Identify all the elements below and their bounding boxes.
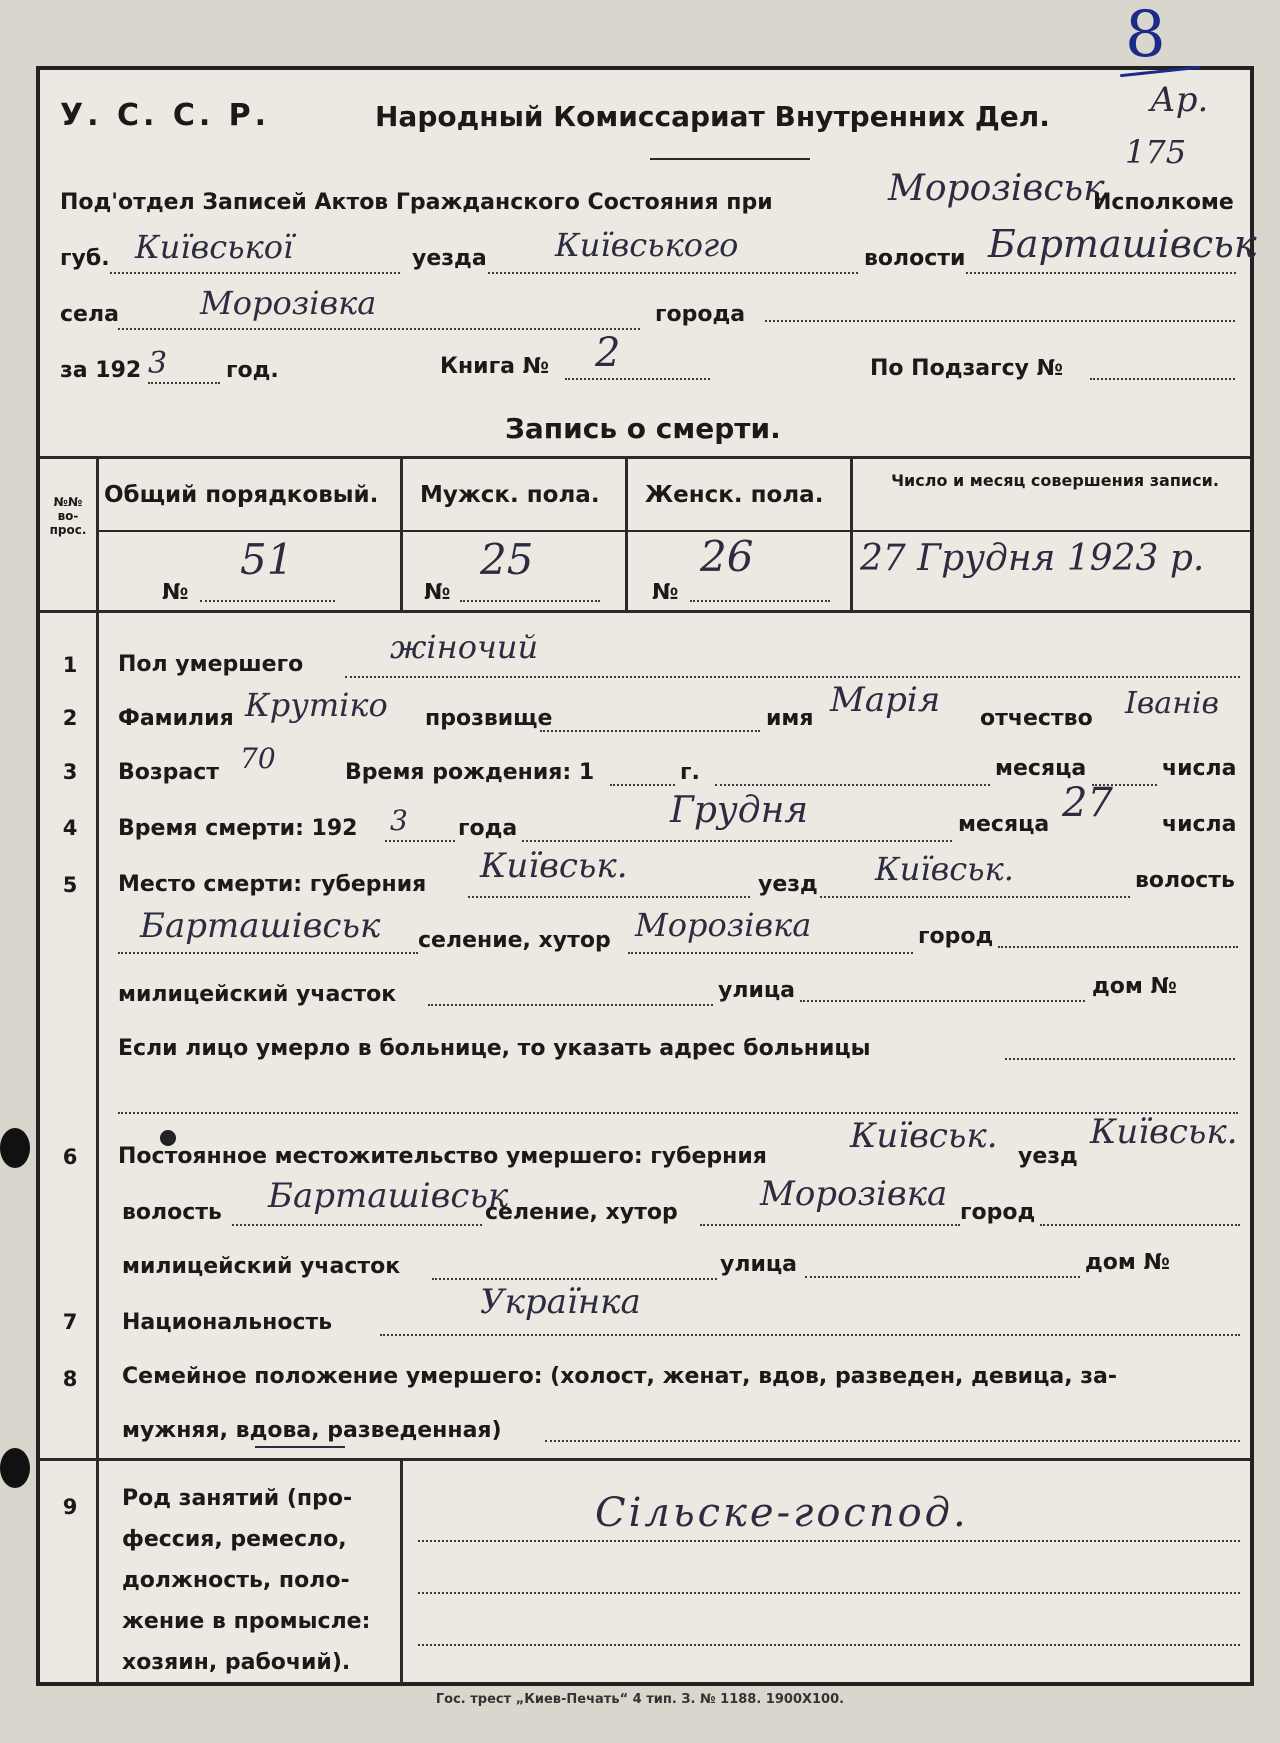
r3-year-line	[610, 784, 675, 786]
r5-gub-value: Київськ.	[480, 846, 628, 886]
rownum-column-rule	[96, 456, 99, 1684]
r5-uezd-value: Київськ.	[875, 850, 1014, 888]
r2-imya-value: Марія	[830, 680, 941, 720]
r6-postoyan-label: Постоянное местожительство умершего: губерния	[118, 1144, 767, 1169]
r1-label: Пол умершего	[118, 652, 304, 677]
archive-mark-top: Ар.	[1150, 80, 1209, 120]
table-top-rule	[40, 456, 1250, 459]
r4-goda-label: года	[458, 816, 518, 841]
r9-line3	[418, 1644, 1240, 1646]
r9-label-line: должность, поло-	[122, 1568, 350, 1593]
r2-familia-value: Крутіко	[245, 686, 388, 724]
row-number: 4	[62, 816, 78, 840]
selo-line	[118, 328, 640, 330]
gub-label: губ.	[60, 246, 110, 271]
r5-selenie-label: селение, хутор	[418, 928, 611, 953]
selo-value: Морозівка	[200, 284, 377, 322]
female-no-value: 26	[700, 532, 754, 581]
r5-volost-line	[118, 952, 418, 954]
r2-imya-label: имя	[766, 706, 814, 731]
col-female-header: Женск. пола.	[645, 482, 824, 508]
general-no-value: 51	[240, 535, 294, 584]
r2-otchestvo-label: отчество	[980, 706, 1093, 731]
ispolkom-label: Исполкоме	[1093, 190, 1234, 215]
r6-selenie-value: Морозівка	[760, 1174, 948, 1214]
r6-gorod-line	[1040, 1224, 1240, 1226]
uezd-line	[488, 272, 858, 274]
r8-line2: мужняя, вдова, разведенная)	[122, 1418, 502, 1443]
row9-column-rule	[400, 1458, 403, 1684]
year-line	[148, 382, 220, 384]
r1-value: жіночий	[390, 628, 539, 666]
r5-milic-label: милицейский участок	[118, 982, 397, 1007]
r3-mesyaca-label: месяца	[995, 756, 1087, 781]
r5-volost-label: волость	[1135, 868, 1235, 893]
r3-chisla-label: числа	[1162, 756, 1237, 781]
r4-smerti-label: Время смерти: 192	[118, 816, 358, 841]
table-mid-rule	[96, 530, 1250, 532]
year-label: за 192	[60, 358, 142, 383]
r9-label-line: хозяин, рабочий).	[122, 1650, 351, 1675]
row-number: 8	[62, 1367, 78, 1391]
r4-mesyaca-label: месяца	[958, 812, 1050, 837]
selo-label: села	[60, 302, 119, 327]
r3-month-line	[715, 784, 990, 786]
volost-label: волости	[864, 246, 966, 271]
republic-title: У. С. С. Р.	[60, 98, 271, 133]
r5-milic-line	[428, 1004, 713, 1006]
volost-line	[966, 272, 1236, 274]
r5-volost-value: Барташівськ	[140, 906, 381, 946]
r5-bolnica-line	[1005, 1058, 1235, 1060]
r8-line	[545, 1440, 1240, 1442]
male-no-label: №	[424, 580, 451, 605]
r9-value: Сільске-господ.	[595, 1490, 969, 1536]
r6-volost-label: волость	[122, 1200, 222, 1225]
r6-uezd-value: Київськ.	[1090, 1112, 1238, 1152]
r6-milic-line	[432, 1278, 717, 1280]
male-no-value: 25	[480, 535, 534, 584]
male-no-line	[460, 600, 600, 602]
r4-year-digit-value: 3	[390, 804, 408, 837]
r7-value: Українка	[480, 1282, 641, 1322]
r5-ulica-line	[800, 1000, 1085, 1002]
gub-value: Київської	[135, 228, 294, 266]
female-no-label: №	[652, 580, 679, 605]
record-date-value: 27 Грудня 1923 р.	[860, 538, 1205, 579]
col-general-header: Общий порядковый.	[104, 482, 379, 508]
r6-volost-line	[232, 1224, 482, 1226]
r6-gorod-label: город	[960, 1200, 1036, 1225]
r9-label	[122, 1478, 392, 1683]
r5-selenie-line	[628, 952, 913, 954]
col-male-header: Мужск. пола.	[420, 482, 600, 508]
print-footer: Гос. трест „Киев-Печать“ 4 тип. З. № 1188. 1900Х100.	[435, 1692, 845, 1707]
god-label: год.	[226, 358, 279, 383]
r5-uezd-label: уезд	[758, 872, 818, 897]
r7-label: Национальность	[122, 1310, 333, 1335]
r5-selenie-value: Морозівка	[635, 906, 812, 944]
gorod-line	[765, 320, 1235, 322]
r8-vdova-underline	[255, 1446, 345, 1448]
r6-selenie-label: селение, хутор	[485, 1200, 678, 1225]
row-number: 7	[62, 1310, 78, 1334]
r5-mesto-label: Место смерти: губерния	[118, 872, 427, 897]
year-digit-value: 3	[148, 346, 168, 381]
col-rownum-header: №№ во-прос.	[49, 495, 87, 537]
uezd-value: Київського	[555, 226, 739, 264]
r9-line1	[418, 1540, 1240, 1542]
r9-label-line: фессия, ремесло,	[122, 1527, 347, 1552]
record-title: Запись о смерти.	[505, 412, 781, 445]
kniga-value: 2	[595, 330, 621, 376]
row-number: 9	[62, 1495, 78, 1519]
r2-prozvische-line	[540, 730, 760, 732]
kniga-line	[565, 378, 710, 380]
kniga-label: Книга №	[440, 354, 550, 379]
table-bottom-rule	[40, 610, 1250, 613]
ispolkom-value: Морозівськ	[888, 168, 1105, 209]
r5-uezd-line	[820, 896, 1130, 898]
r2-prozvische-label: прозвище	[425, 706, 553, 731]
podzagsu-line	[1090, 378, 1235, 380]
r6-gub-value: Київськ.	[850, 1116, 998, 1156]
r3-vozrast-value: 70	[240, 742, 276, 775]
r5-gorod-label: город	[918, 924, 994, 949]
r1-line	[345, 676, 1240, 678]
binding-hole	[0, 1128, 30, 1168]
gorod-label: города	[655, 302, 746, 327]
r4-month-value: Грудня	[670, 790, 809, 831]
r5-ulica-label: улица	[718, 978, 796, 1003]
row-number: 3	[62, 760, 78, 784]
r4-year-line	[385, 840, 455, 842]
general-column-rule	[400, 456, 403, 612]
r4-month-line	[522, 840, 952, 842]
female-column-rule	[850, 456, 853, 612]
r9-label-line: жение в промысле:	[122, 1609, 371, 1634]
row-number: 1	[62, 653, 78, 677]
r3-rozhd-label: Время рождения: 1	[345, 760, 595, 785]
r5-dom-label: дом №	[1092, 974, 1177, 999]
corner-mark: 8	[1125, 0, 1166, 72]
title-rule	[650, 158, 810, 160]
row9-top-rule	[40, 1458, 1250, 1461]
r6-volost-value: Барташівськ	[268, 1176, 509, 1216]
r2-familia-label: Фамилия	[118, 706, 234, 731]
volost-value: Барташівськ	[988, 222, 1257, 266]
col-date-header: Число и месяц совершения записи.	[891, 471, 1219, 490]
r6-selenie-line	[700, 1224, 960, 1226]
r6-ulica-line	[805, 1276, 1080, 1278]
gub-line	[110, 272, 400, 274]
general-no-label: №	[162, 580, 189, 605]
r6-uezd-label: уезд	[1018, 1144, 1078, 1169]
r4-chisla-label: числа	[1162, 812, 1237, 837]
r6-dom-label: дом №	[1085, 1250, 1170, 1275]
commissariat-title: Народный Комиссариат Внутренних Дел.	[375, 100, 1050, 133]
r5-bolnica-label: Если лицо умерло в больнице, то указать адрес больницы	[118, 1036, 871, 1061]
r5-gub-line	[468, 896, 750, 898]
r5-gorod-line	[998, 946, 1238, 948]
podzagsu-label: По Подзагсу №	[870, 356, 1064, 381]
row-number: 5	[62, 873, 78, 897]
r8-line1: Семейное положение умершего: (холост, женат, вдов, разведен, девица, за-	[122, 1364, 1118, 1389]
r9-line2	[418, 1592, 1240, 1594]
r3-g-label: г.	[680, 760, 700, 785]
binding-hole	[0, 1448, 30, 1488]
r6-ulica-label: улица	[720, 1252, 798, 1277]
r3-vozrast-label: Возраст	[118, 760, 220, 785]
r6-milic-label: милицейский участок	[122, 1254, 401, 1279]
r9-label-line: Род занятий (про-	[122, 1486, 353, 1511]
general-no-line	[200, 600, 335, 602]
uezd-label: уезда	[412, 246, 487, 271]
r4-day-value: 27	[1062, 780, 1113, 826]
archive-mark-number: 175	[1125, 133, 1187, 171]
podotdel-label: Под'отдел Записей Актов Гражданского Состояния при	[60, 190, 773, 215]
r2-otchestvo-value: Іванів	[1125, 686, 1220, 721]
female-no-line	[690, 600, 830, 602]
row-number: 6	[62, 1145, 78, 1169]
male-column-rule	[625, 456, 628, 612]
row-number: 2	[62, 706, 78, 730]
r7-line	[380, 1334, 1240, 1336]
r5-bolnica-line2	[118, 1112, 1238, 1114]
